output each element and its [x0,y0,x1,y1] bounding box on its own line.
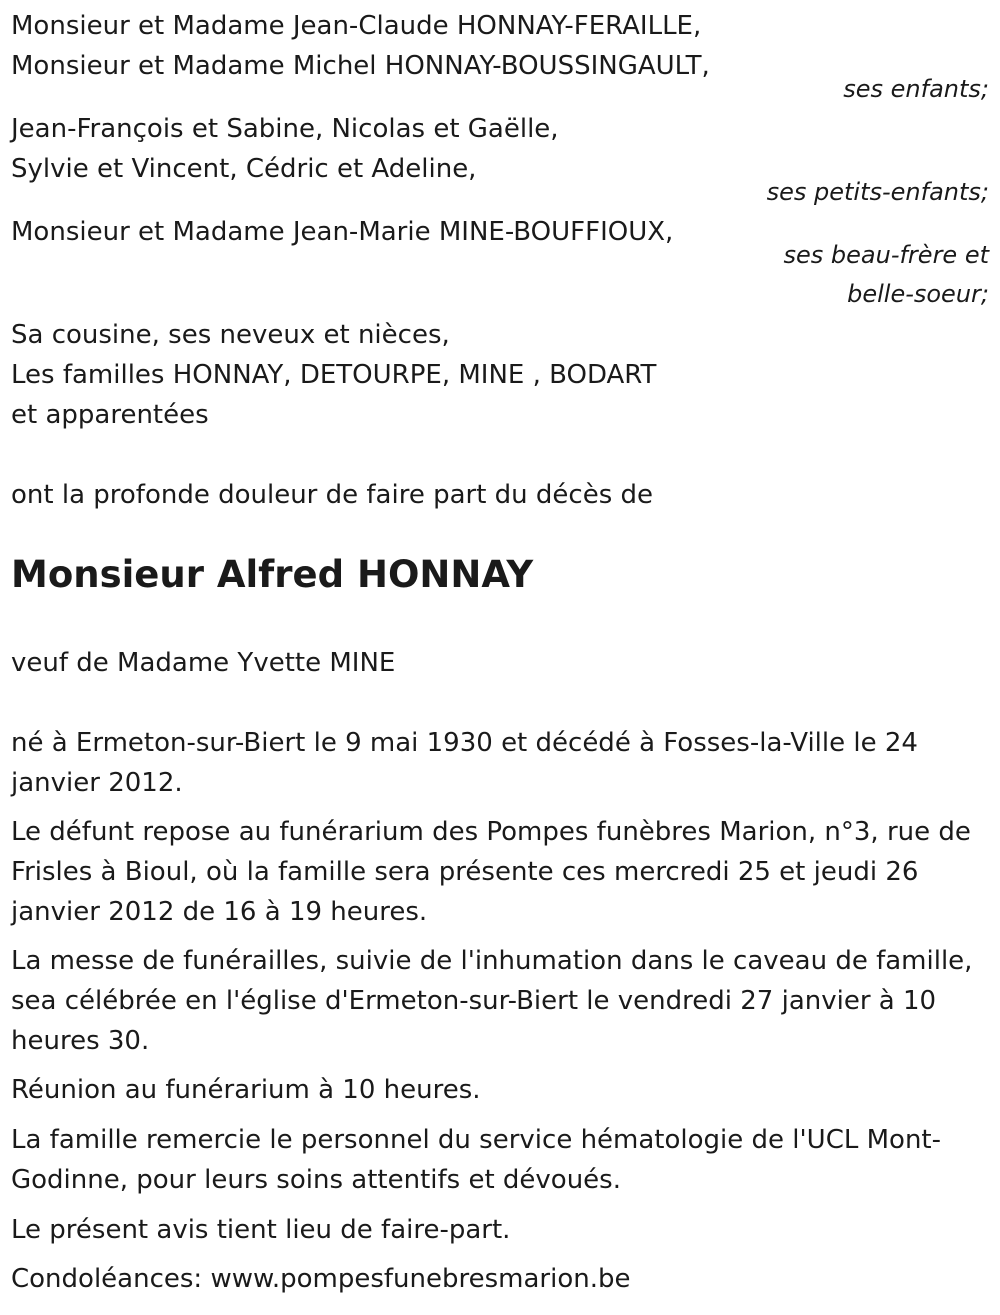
in-laws-line-1: Monsieur et Madame Jean-Marie MINE-BOUFFIOUX, [11,217,674,247]
notice-text: Le présent avis tient lieu de faire-part. [11,1215,511,1245]
grandchildren-line-1: Jean-François et Sabine, Nicolas et Gaëlle, [11,114,559,144]
extended-family-line-1: Sa cousine, ses neveux et nièces, [11,320,450,350]
children-relation: ses enfants; [843,75,989,103]
grandchildren-line-2: Sylvie et Vincent, Cédric et Adeline, [11,154,477,184]
funeral-paragraph: La messe de funérailles, suivie de l'inhumation dans le caveau de famille, sea célébrée en l'église d'Ermeton-sur-Biert le vendredi 27 janvier à 10 heures 30. [11,946,973,1056]
in-laws-relation-line-2: belle-soeur; [847,280,989,308]
widower-text: veuf de Madame Yvette MINE [11,648,396,678]
deceased-name: Monsieur Alfred HONNAY [11,553,534,596]
grandchildren-relation: ses petits-enfants; [766,178,989,206]
in-laws-relation-line-1: ses beau-frère et [783,241,989,269]
meeting-text: Réunion au funérarium à 10 heures. [11,1075,481,1105]
children-line-2: Monsieur et Madame Michel HONNAY-BOUSSINGAULT, [11,51,710,81]
extended-family-line-2: Les familles HONNAY, DETOURPE, MINE , BODART [11,360,657,390]
repose-paragraph: Le défunt repose au funérarium des Pompes funèbres Marion, n°3, rue de Frisles à Bioul, où la famille sera présente ces mercredi 25 et jeudi 26 janvier 2012 de 16 à 19 heures. [11,817,971,927]
birth-death-paragraph: né à Ermeton-sur-Biert le 9 mai 1930 et décédé à Fosses-la-Ville le 24 janvier 2012. [11,728,918,798]
thanks-paragraph: La famille remercie le personnel du service hématologie de l'UCL Mont-Godinne, pour leurs soins attentifs et dévoués. [11,1125,941,1195]
condolences-link[interactable]: Condoléances: www.pompesfunebresmarion.be [11,1264,631,1294]
extended-family-line-3: et apparentées [11,400,209,430]
children-line-1: Monsieur et Madame Jean-Claude HONNAY-FERAILLE, [11,11,702,41]
announcement-text: ont la profonde douleur de faire part du décès de [11,480,654,510]
